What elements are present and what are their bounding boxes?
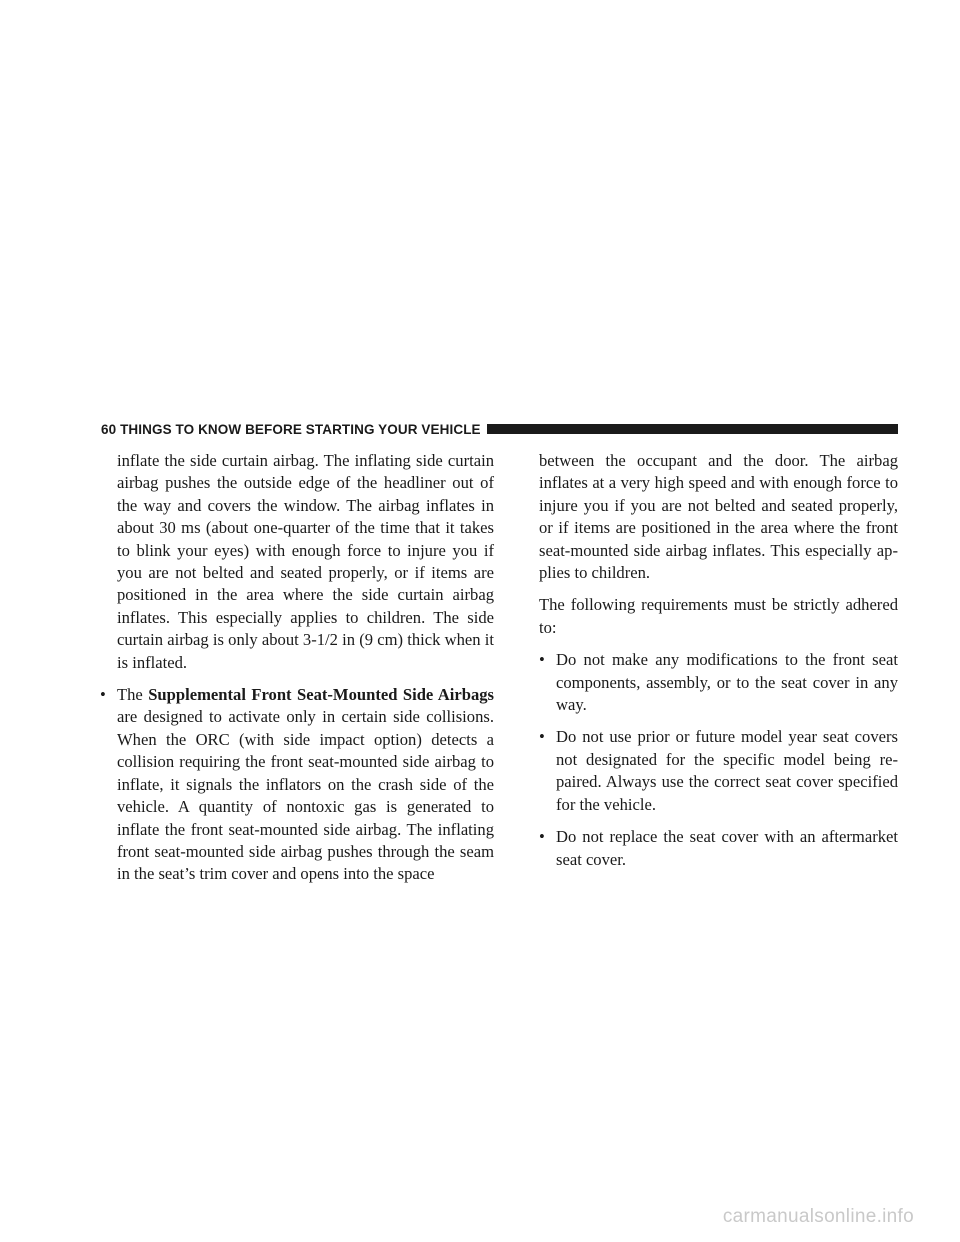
requirement-text: Do not use prior or future model year seat covers not designated for the specific model being repaired. Always use the correct seat cover specified for the vehicle. — [556, 727, 898, 814]
bullet-icon: • — [539, 727, 545, 747]
header-label — [101, 422, 481, 437]
bullet-body: are designed to activate only in certain side collisions. When the ORC (with side impact option) detects a collision requiring the front seat-mounted side airbag to inflate, it signals the inflators on the crash side of the vehicle. A quantity of nontoxic gas is generated to inflate the front seat-mounted side airbag. The inflating front seat-mounted side airbag pushes through the seam in the seat’s trim cover and opens into the space — [117, 707, 494, 884]
bullet-bold-term: Supplemental Front Seat-Mounted Side Airbags — [148, 685, 494, 705]
requirement-item — [539, 726, 898, 816]
bullet-icon: • — [539, 827, 545, 847]
requirement-item — [539, 649, 898, 716]
bullet-text — [117, 684, 494, 886]
right-paragraph-1: between the occupant and the door. The airbag inflates at a very high speed and with enough force to injure you if you are not belted and seated properly, or if items are positioned in the area where the front seat-mounted side airbag inflates. This especially applies to children. — [539, 451, 898, 583]
left-column — [100, 450, 494, 896]
header-rule-bar — [487, 424, 898, 434]
bullet-prefix: The — [117, 685, 149, 705]
bullet-icon: • — [100, 685, 106, 705]
requirement-item — [539, 826, 898, 871]
bullet-item-side-airbags — [100, 684, 494, 886]
left-paragraph-1: inflate the side curtain airbag. The inflating side curtain airbag pushes the outside edge of the headliner out of the way and covers the window. The airbag inflates in about 30 ms (about one-quarter of the time that it takes to blink your eyes) with enough force to injure you if you are not belted and seated properly, or if items are positioned in the area where the side curtain airbag inflates. This especially applies to children. The side curtain airbag is only about 3-1/2 in (9 cm) thick when it is inflated. — [117, 451, 494, 672]
right-column — [539, 450, 898, 881]
bullet-icon: • — [539, 650, 545, 670]
requirement-text: Do not replace the seat cover with an aftermarket seat cover. — [556, 827, 898, 869]
page-header — [101, 420, 898, 438]
section-title: THINGS TO KNOW BEFORE STARTING YOUR VEHICLE — [120, 421, 481, 437]
page-number: 60 — [101, 421, 117, 437]
right-paragraph-2: The following requirements must be strictly adhered to: — [539, 595, 898, 637]
requirement-text: Do not make any modifications to the front seat components, assembly, or to the seat cover in any way. — [556, 650, 898, 715]
watermark-text: carmanualsonline.info — [722, 1206, 914, 1227]
